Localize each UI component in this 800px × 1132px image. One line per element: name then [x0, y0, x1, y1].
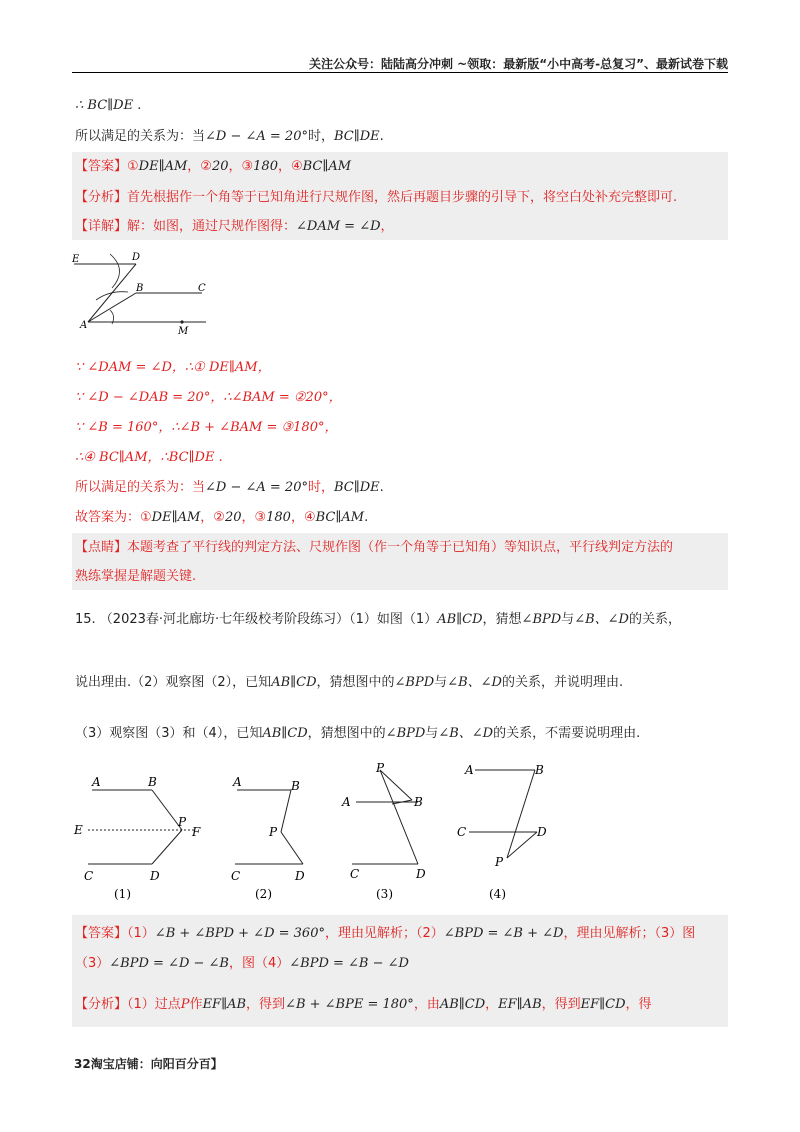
label-P: P	[376, 761, 385, 775]
detail-line: 【详解】解：如图，通过尺规作图得：∠DAM = ∠D，	[75, 219, 394, 234]
label-P: P	[495, 855, 504, 869]
question-line: 说出理由.（2）观察图（2），已知AB∥CD，猜想图中的∠BPD与∠B、∠D的关系，并说明理由.	[75, 675, 624, 690]
label-F: F	[192, 825, 201, 839]
analysis2-line: 【分析】（1）过点P作EF∥AB，得到∠B + ∠BPE = 180°，由AB∥CD，EF∥AB，得到EF∥CD，得	[75, 997, 652, 1012]
answer2-line: 【答案】（1）∠B + ∠BPD + ∠D = 360°，理由见解析；（2）∠BPD = ∠B + ∠D，理由见解析；（3）图	[75, 926, 696, 941]
label-P: P	[178, 815, 187, 829]
step-line: ∴④ BC∥AM，∴BC∥DE .	[75, 450, 223, 465]
step-line: 故答案为：①DE∥AM，②20，③180，④BC∥AM.	[75, 510, 369, 525]
caption: (3)	[376, 887, 393, 901]
figure-1	[70, 770, 210, 905]
analysis-line: 【分析】首先根据作一个角等于已知角进行尺规作图，然后再题目步骤的引导下，将空白处补充完整即可.	[75, 190, 678, 205]
caption: (1)	[114, 887, 131, 901]
question-line: （3）观察图（3）和（4），已知AB∥CD，猜想图中的∠BPD与∠B、∠D的关系，不需要说明理由.	[75, 726, 641, 741]
label-B: B	[535, 763, 544, 777]
label-P: P	[269, 825, 278, 839]
label-E: E	[72, 254, 80, 265]
header-rule	[72, 72, 728, 73]
caption: (2)	[255, 887, 272, 901]
label-A: A	[342, 795, 351, 809]
figure-3	[338, 760, 438, 905]
figure-4	[455, 760, 565, 905]
label-C: C	[198, 283, 206, 294]
comment-line: 熟练掌握是解题关键.	[75, 569, 197, 584]
label-C: C	[350, 867, 360, 881]
page-footer: 32淘宝店铺：向阳百分百】	[74, 1057, 223, 1071]
label-B: B	[414, 795, 423, 809]
label-D: D	[132, 252, 141, 263]
construction-figure	[70, 250, 210, 342]
label-B: B	[136, 283, 144, 294]
label-D: D	[150, 869, 160, 883]
label-C: C	[84, 869, 94, 883]
label-A: A	[92, 775, 101, 789]
label-A: A	[80, 320, 88, 331]
label-E: E	[74, 823, 83, 837]
label-C: C	[457, 825, 467, 839]
label-B: B	[291, 779, 300, 793]
label-M: M	[178, 326, 189, 337]
answer2-line: （3）∠BPD = ∠D − ∠B，图（4）∠BPD = ∠B − ∠D	[75, 956, 409, 971]
label-A: A	[233, 775, 242, 789]
step-line: ∵ ∠B = 160°，∴∠B + ∠BAM = ③180°，	[75, 420, 338, 435]
question-line: 15. （2023春·河北廊坊·七年级校考阶段练习）（1）如图（1）AB∥CD，猜想∠BPD与∠B、∠D的关系，	[75, 612, 681, 627]
answer-line: 【答案】①DE∥AM，②20，③180，④BC∥AM	[75, 159, 352, 174]
label-D: D	[537, 825, 547, 839]
step-line: 所以满足的关系为：当∠D − ∠A = 20°时，BC∥DE.	[75, 480, 384, 495]
label-C: C	[231, 869, 241, 883]
text-line: ∴ BC∥DE .	[75, 98, 142, 113]
figure-2	[225, 770, 325, 905]
label-A: A	[465, 763, 474, 777]
label-B: B	[148, 775, 157, 789]
comment-line: 【点睛】本题考查了平行线的判定方法、尺规作图（作一个角等于已知角）等知识点，平行线判定方法的	[75, 540, 674, 555]
label-D: D	[295, 869, 305, 883]
caption: (4)	[489, 887, 506, 901]
page-header: 关注公众号：陆陆高分冲刺 ~领取：最新版“小中高考-总复习”、最新试卷下载	[309, 57, 728, 71]
label-D: D	[416, 867, 426, 881]
step-line: ∵ ∠D − ∠DAB = 20°，∴∠BAM = ②20°，	[75, 390, 342, 405]
step-line: ∵ ∠DAM = ∠D，∴① DE∥AM，	[75, 360, 271, 375]
text-line: 所以满足的关系为：当∠D − ∠A = 20°时，BC∥DE.	[75, 129, 384, 144]
